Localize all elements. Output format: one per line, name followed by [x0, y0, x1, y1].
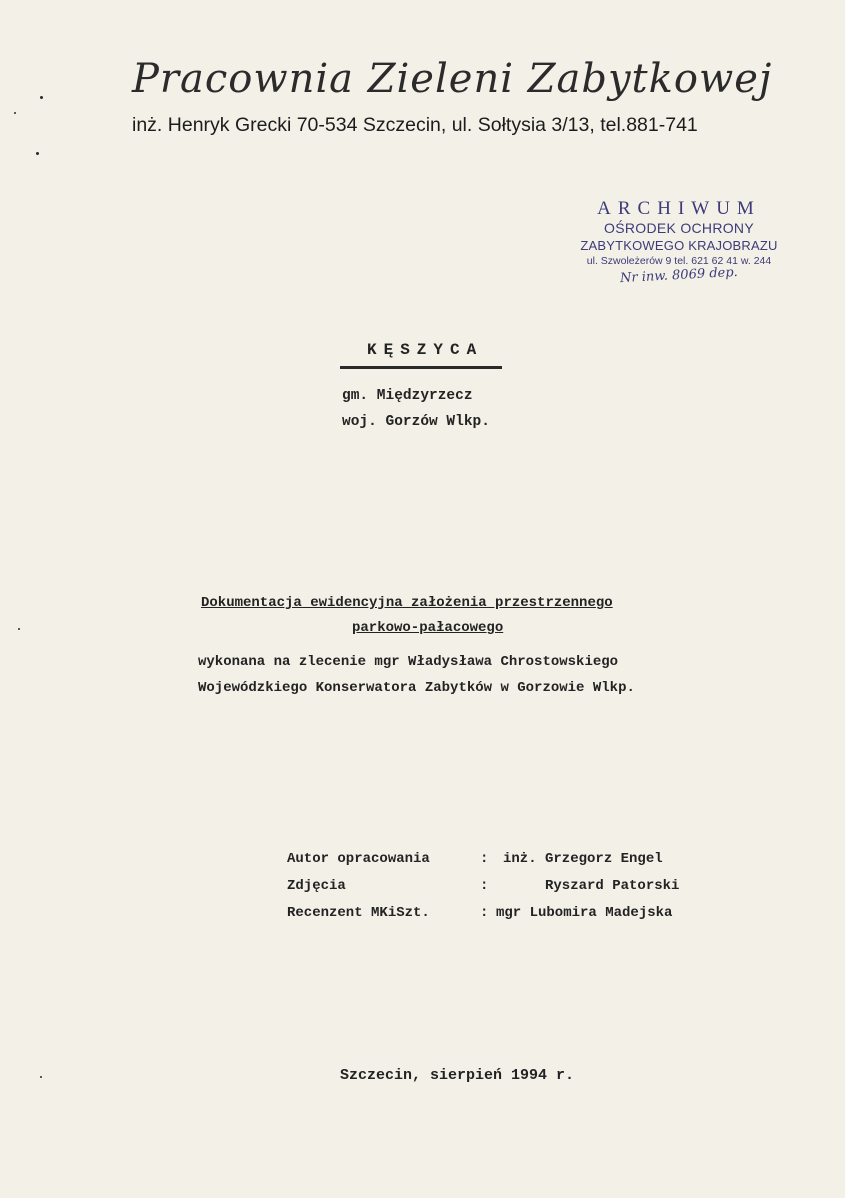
credit-label-reviewer: Recenzent MKiSzt. [287, 905, 430, 921]
stamp-institution-line1: OŚRODEK OCHRONY [604, 220, 754, 236]
commission-line1: wykonana na zlecenie mgr Władysława Chrostowskiego [198, 654, 619, 670]
place-voivodeship: woj. Gorzów Wlkp. [342, 414, 490, 430]
letterhead-address: inż. Henryk Grecki 70-534 Szczecin, ul. Sołtysia 3/13, tel.881-741 [132, 114, 698, 136]
scan-speck [18, 628, 20, 630]
archive-stamp [574, 198, 784, 269]
document-title-line2: parkowo-pałacowego [352, 620, 504, 636]
document-title-line1: Dokumentacja ewidencyjna założenia przestrzennego [201, 595, 613, 611]
credit-value-reviewer: mgr Lubomira Madejska [496, 905, 673, 921]
credit-separator: : [480, 851, 489, 867]
place-name-underline [340, 366, 502, 369]
place-and-date: Szczecin, sierpień 1994 r. [340, 1067, 575, 1084]
credit-value-author: inż. Grzegorz Engel [503, 851, 663, 867]
letterhead-title: Pracownia Zieleni Zabytkowej [132, 56, 773, 102]
credit-label-photos: Zdjęcia [287, 878, 346, 894]
commission-line2: Wojewódzkiego Konserwatora Zabytków w Gorzowie Wlkp. [198, 680, 635, 696]
stamp-archive-label: ARCHIWUM [597, 198, 761, 219]
scan-speck [36, 152, 39, 155]
scan-speck [40, 1076, 42, 1078]
place-name: KĘSZYCA [367, 341, 484, 359]
credit-separator: : [480, 878, 489, 894]
stamp-address: ul. Szwoleżerów 9 tel. 621 62 41 w. 244 [586, 255, 772, 267]
scan-speck [14, 112, 16, 114]
credit-label-author: Autor opracowania [287, 851, 430, 867]
scan-speck [40, 96, 43, 99]
stamp-handwritten-inventory-number: Nr inw. 8069 dep. [619, 264, 739, 287]
stamp-institution-line2: ZABYTKOWEGO KRAJOBRAZU [580, 238, 778, 253]
credit-value-photos: Ryszard Patorski [545, 878, 680, 894]
credit-separator: : [480, 905, 489, 921]
place-commune: gm. Międzyrzecz [342, 388, 473, 404]
